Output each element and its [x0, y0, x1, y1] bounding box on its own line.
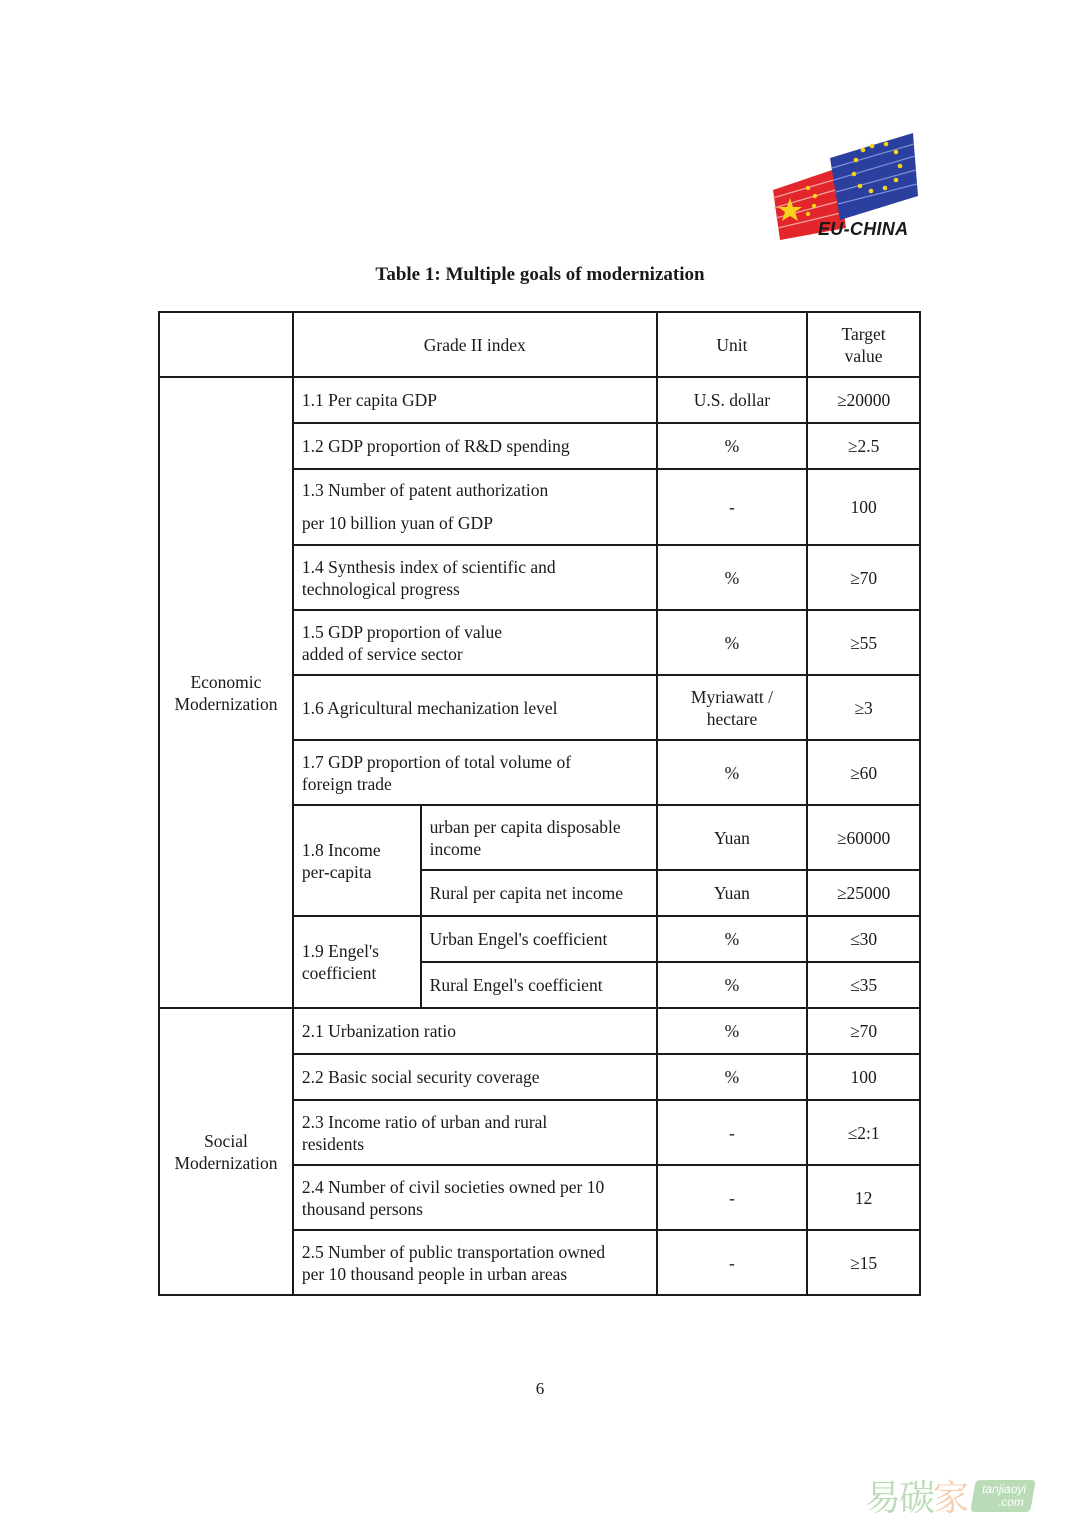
- target-cell: ≥15: [807, 1230, 920, 1295]
- unit-cell: U.S. dollar: [657, 377, 808, 423]
- target-cell: ≥2.5: [807, 423, 920, 469]
- target-cell: ≤35: [807, 962, 920, 1008]
- target-cell: ≤30: [807, 916, 920, 962]
- target-cell: ≥25000: [807, 870, 920, 916]
- unit-cell: -: [657, 1100, 808, 1165]
- index-line2: coefficient: [301, 963, 377, 983]
- modernization-goals-table: [158, 311, 921, 1296]
- unit-cell: %: [657, 916, 808, 962]
- watermark-badge-line2: .com: [996, 1494, 1026, 1509]
- table-row: [159, 1008, 920, 1054]
- index-cell: [293, 610, 657, 675]
- category-economic: [159, 377, 293, 1008]
- unit-cell: %: [657, 545, 808, 610]
- target-cell: ≥60000: [807, 805, 920, 870]
- index-line1: 1.9 Engel's: [301, 941, 379, 961]
- category-social: [159, 1008, 293, 1295]
- watermark-text-part1: 易碳: [865, 1478, 934, 1519]
- index-line2: residents: [301, 1133, 365, 1154]
- table-title: Table 1: Multiple goals of modernization: [375, 264, 705, 285]
- logo-text: EU-CHINA: [818, 219, 909, 239]
- watermark-badge-line1: tanjiaoyi: [981, 1481, 1028, 1496]
- unit-line1: Myriawatt /: [690, 686, 774, 707]
- target-cell: 100: [807, 469, 920, 545]
- category-line2: Modernization: [174, 693, 278, 714]
- target-cell: ≥3: [807, 675, 920, 740]
- unit-cell: [657, 675, 808, 740]
- index-cell: 1.2 GDP proportion of R&D spending: [293, 423, 657, 469]
- unit-line2: hectare: [706, 708, 758, 729]
- unit-cell: %: [657, 610, 808, 675]
- index-line2: per 10 thousand people in urban areas: [301, 1263, 568, 1284]
- header-unit: Unit: [657, 312, 808, 377]
- index-line2: per 10 billion yuan of GDP: [301, 513, 493, 533]
- index-cell: [293, 469, 657, 545]
- category-line1: Social: [204, 1130, 248, 1151]
- index-cell: 2.2 Basic social security coverage: [293, 1054, 657, 1100]
- index-line1: 1.5 GDP proportion of value: [301, 621, 502, 642]
- watermark: [865, 1470, 1033, 1521]
- watermark-text-part2: 家: [933, 1478, 968, 1519]
- unit-cell: %: [657, 1008, 808, 1054]
- sub-index-line1: urban per capita disposable: [429, 816, 621, 837]
- index-line2: technological progress: [301, 578, 460, 599]
- index-line1: 1.3 Number of patent authorization: [301, 480, 549, 500]
- target-cell: ≥20000: [807, 377, 920, 423]
- index-line2: per-capita: [301, 861, 372, 882]
- header-index: Grade II index: [293, 312, 657, 377]
- index-cell: [293, 1165, 657, 1230]
- sub-index-cell: Urban Engel's coefficient: [421, 916, 657, 962]
- index-line1: 2.5 Number of public transportation owned: [301, 1241, 606, 1262]
- watermark-logo-text: [865, 1470, 967, 1521]
- index-cell: [293, 545, 657, 610]
- index-line2: added of service sector: [301, 643, 463, 664]
- watermark-badge: [970, 1480, 1036, 1512]
- category-line1: Economic: [190, 671, 262, 692]
- index-line2: thousand persons: [301, 1198, 423, 1219]
- category-line2: Modernization: [174, 1152, 278, 1173]
- index-cell: 2.1 Urbanization ratio: [293, 1008, 657, 1054]
- unit-cell: Yuan: [657, 805, 808, 870]
- index-cell: [293, 1230, 657, 1295]
- page-number: 6: [535, 1379, 545, 1398]
- unit-cell: %: [657, 740, 808, 805]
- target-cell: ≥70: [807, 545, 920, 610]
- header-row: [159, 312, 920, 377]
- header-category: [159, 312, 293, 377]
- unit-cell: %: [657, 962, 808, 1008]
- index-line1: 2.4 Number of civil societies owned per 10: [301, 1176, 605, 1197]
- target-cell: 12: [807, 1165, 920, 1230]
- index-line2: foreign trade: [301, 773, 392, 794]
- table-row: [159, 377, 920, 423]
- unit-cell: -: [657, 469, 808, 545]
- unit-cell: %: [657, 423, 808, 469]
- target-cell: 100: [807, 1054, 920, 1100]
- target-cell: ≥55: [807, 610, 920, 675]
- header-target-line2: value: [844, 345, 883, 366]
- sub-index-cell: Rural Engel's coefficient: [421, 962, 657, 1008]
- index-cell: [293, 740, 657, 805]
- index-line1: 1.8 Income: [301, 839, 381, 860]
- eu-flag-strokes: [830, 133, 918, 220]
- index-cell: 1.6 Agricultural mechanization level: [293, 675, 657, 740]
- index-line1: 1.4 Synthesis index of scientific and: [301, 556, 556, 577]
- sub-index-cell: [421, 805, 657, 870]
- target-cell: ≥60: [807, 740, 920, 805]
- unit-cell: %: [657, 1054, 808, 1100]
- index-cell: 1.1 Per capita GDP: [293, 377, 657, 423]
- sub-index-cell: Rural per capita net income: [421, 870, 657, 916]
- index-cell-income: [293, 805, 421, 916]
- target-cell: ≥70: [807, 1008, 920, 1054]
- target-cell: ≤2:1: [807, 1100, 920, 1165]
- index-cell: [293, 1100, 657, 1165]
- unit-cell: -: [657, 1230, 808, 1295]
- header-target: [807, 312, 920, 377]
- index-line1: 1.7 GDP proportion of total volume of: [301, 751, 572, 772]
- unit-cell: Yuan: [657, 870, 808, 916]
- sub-index-line2: income: [429, 838, 482, 859]
- index-cell-engel: [293, 916, 421, 1008]
- unit-cell: -: [657, 1165, 808, 1230]
- header-target-line1: Target: [841, 323, 886, 344]
- index-line1: 2.3 Income ratio of urban and rural: [301, 1111, 548, 1132]
